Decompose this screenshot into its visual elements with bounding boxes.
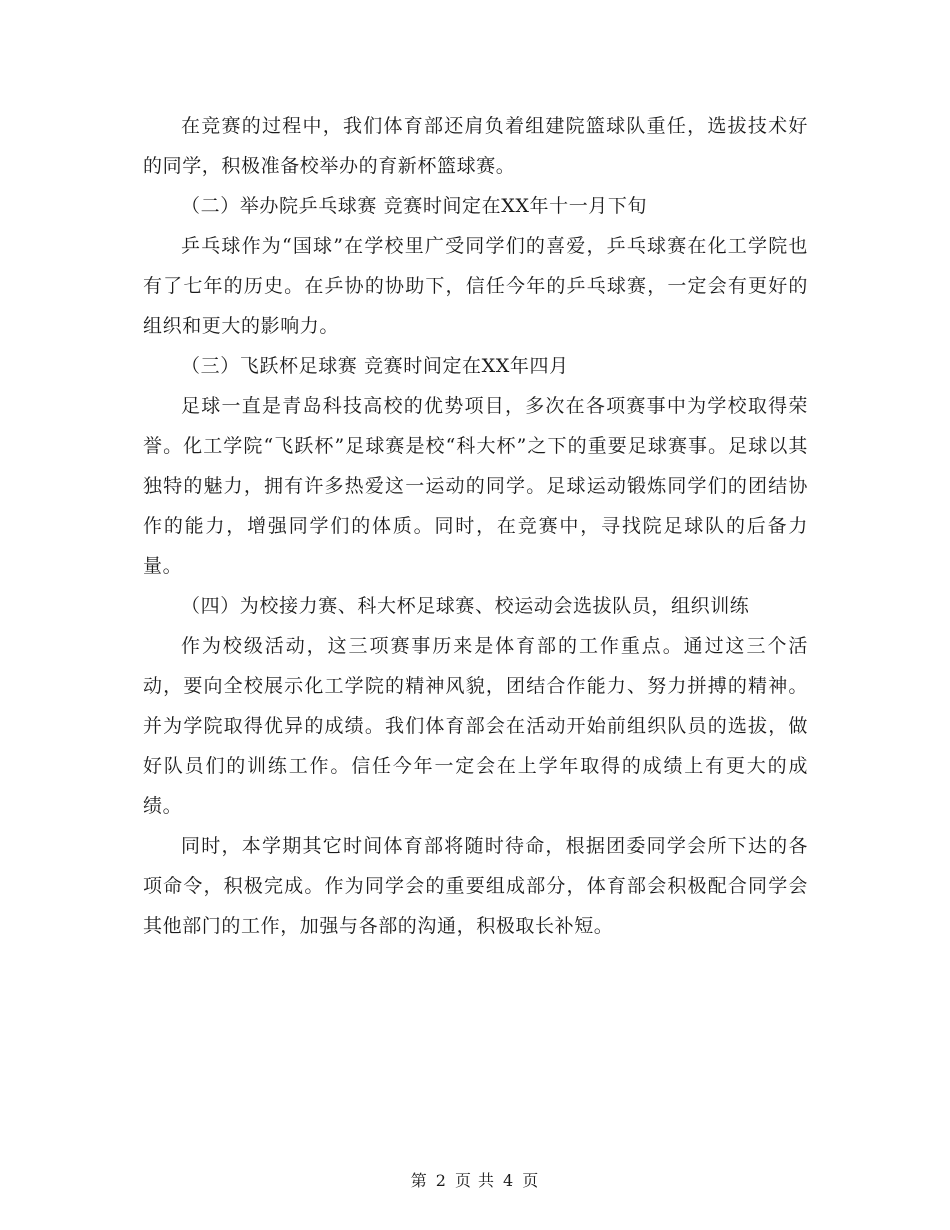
paragraph-conclusion: 同时，本学期其它时间体育部将随时待命，根据团委同学会所下达的各项命令，积极完成。作为同学会的重要组成部分，体育部会积极配合同学会其他部门的工作，加强与各部的沟通，积极取长补短。: [143, 835, 808, 937]
document-body: [143, 106, 808, 946]
footer-prefix: 第: [410, 1171, 428, 1190]
paragraph-football: 足球一直是青岛科技高校的优势项目，多次在各项赛事中为学校取得荣誉。化工学院“飞跃杯”足球赛是校“科大杯”之下的重要足球赛事。足球以其独特的魅力，拥有许多热爱这一运动的同学。足球运动锻炼同学们的团结协作的能力，增强同学们的体质。同时，在竞赛中，寻找院足球队的后备力量。: [143, 395, 808, 577]
footer-page-number: 2: [435, 1171, 447, 1190]
page-number-footer: [0, 1168, 950, 1191]
heading-football: （三）飞跃杯足球赛 竞赛时间定在XX年四月: [181, 355, 569, 377]
heading-table-tennis: （二）举办院乒乓球赛 竞赛时间定在XX年十一月下旬: [181, 195, 648, 217]
paragraph-selection: 作为校级活动，这三项赛事历来是体育部的工作重点。通过这三个活动，要向全校展示化工学院的精神风貌，团结合作能力、努力拼搏的精神。并为学院取得优异的成绩。我们体育部会在活动开始前组织队员的选拔，做好队员们的训练工作。信任今年一定会在上学年取得的成绩上有更大的成绩。: [143, 635, 808, 817]
footer-suffix: 页: [522, 1171, 540, 1190]
heading-selection: （四）为校接力赛、科大杯足球赛、校运动会选拔队员，组织训练: [181, 595, 750, 617]
footer-total-pages: 4: [503, 1171, 515, 1190]
footer-middle: 页 共: [454, 1171, 496, 1190]
paragraph-basketball: 在竞赛的过程中，我们体育部还肩负着组建院篮球队重任，选拔技术好的同学，积极准备校举办的育新杯篮球赛。: [143, 115, 808, 177]
paragraph-table-tennis: 乒乓球作为“国球”在学校里广受同学们的喜爱，乒乓球赛在化工学院也有了七年的历史。在乒协的协助下，信任今年的乒乓球赛，一定会有更好的组织和更大的影响力。: [143, 235, 808, 337]
